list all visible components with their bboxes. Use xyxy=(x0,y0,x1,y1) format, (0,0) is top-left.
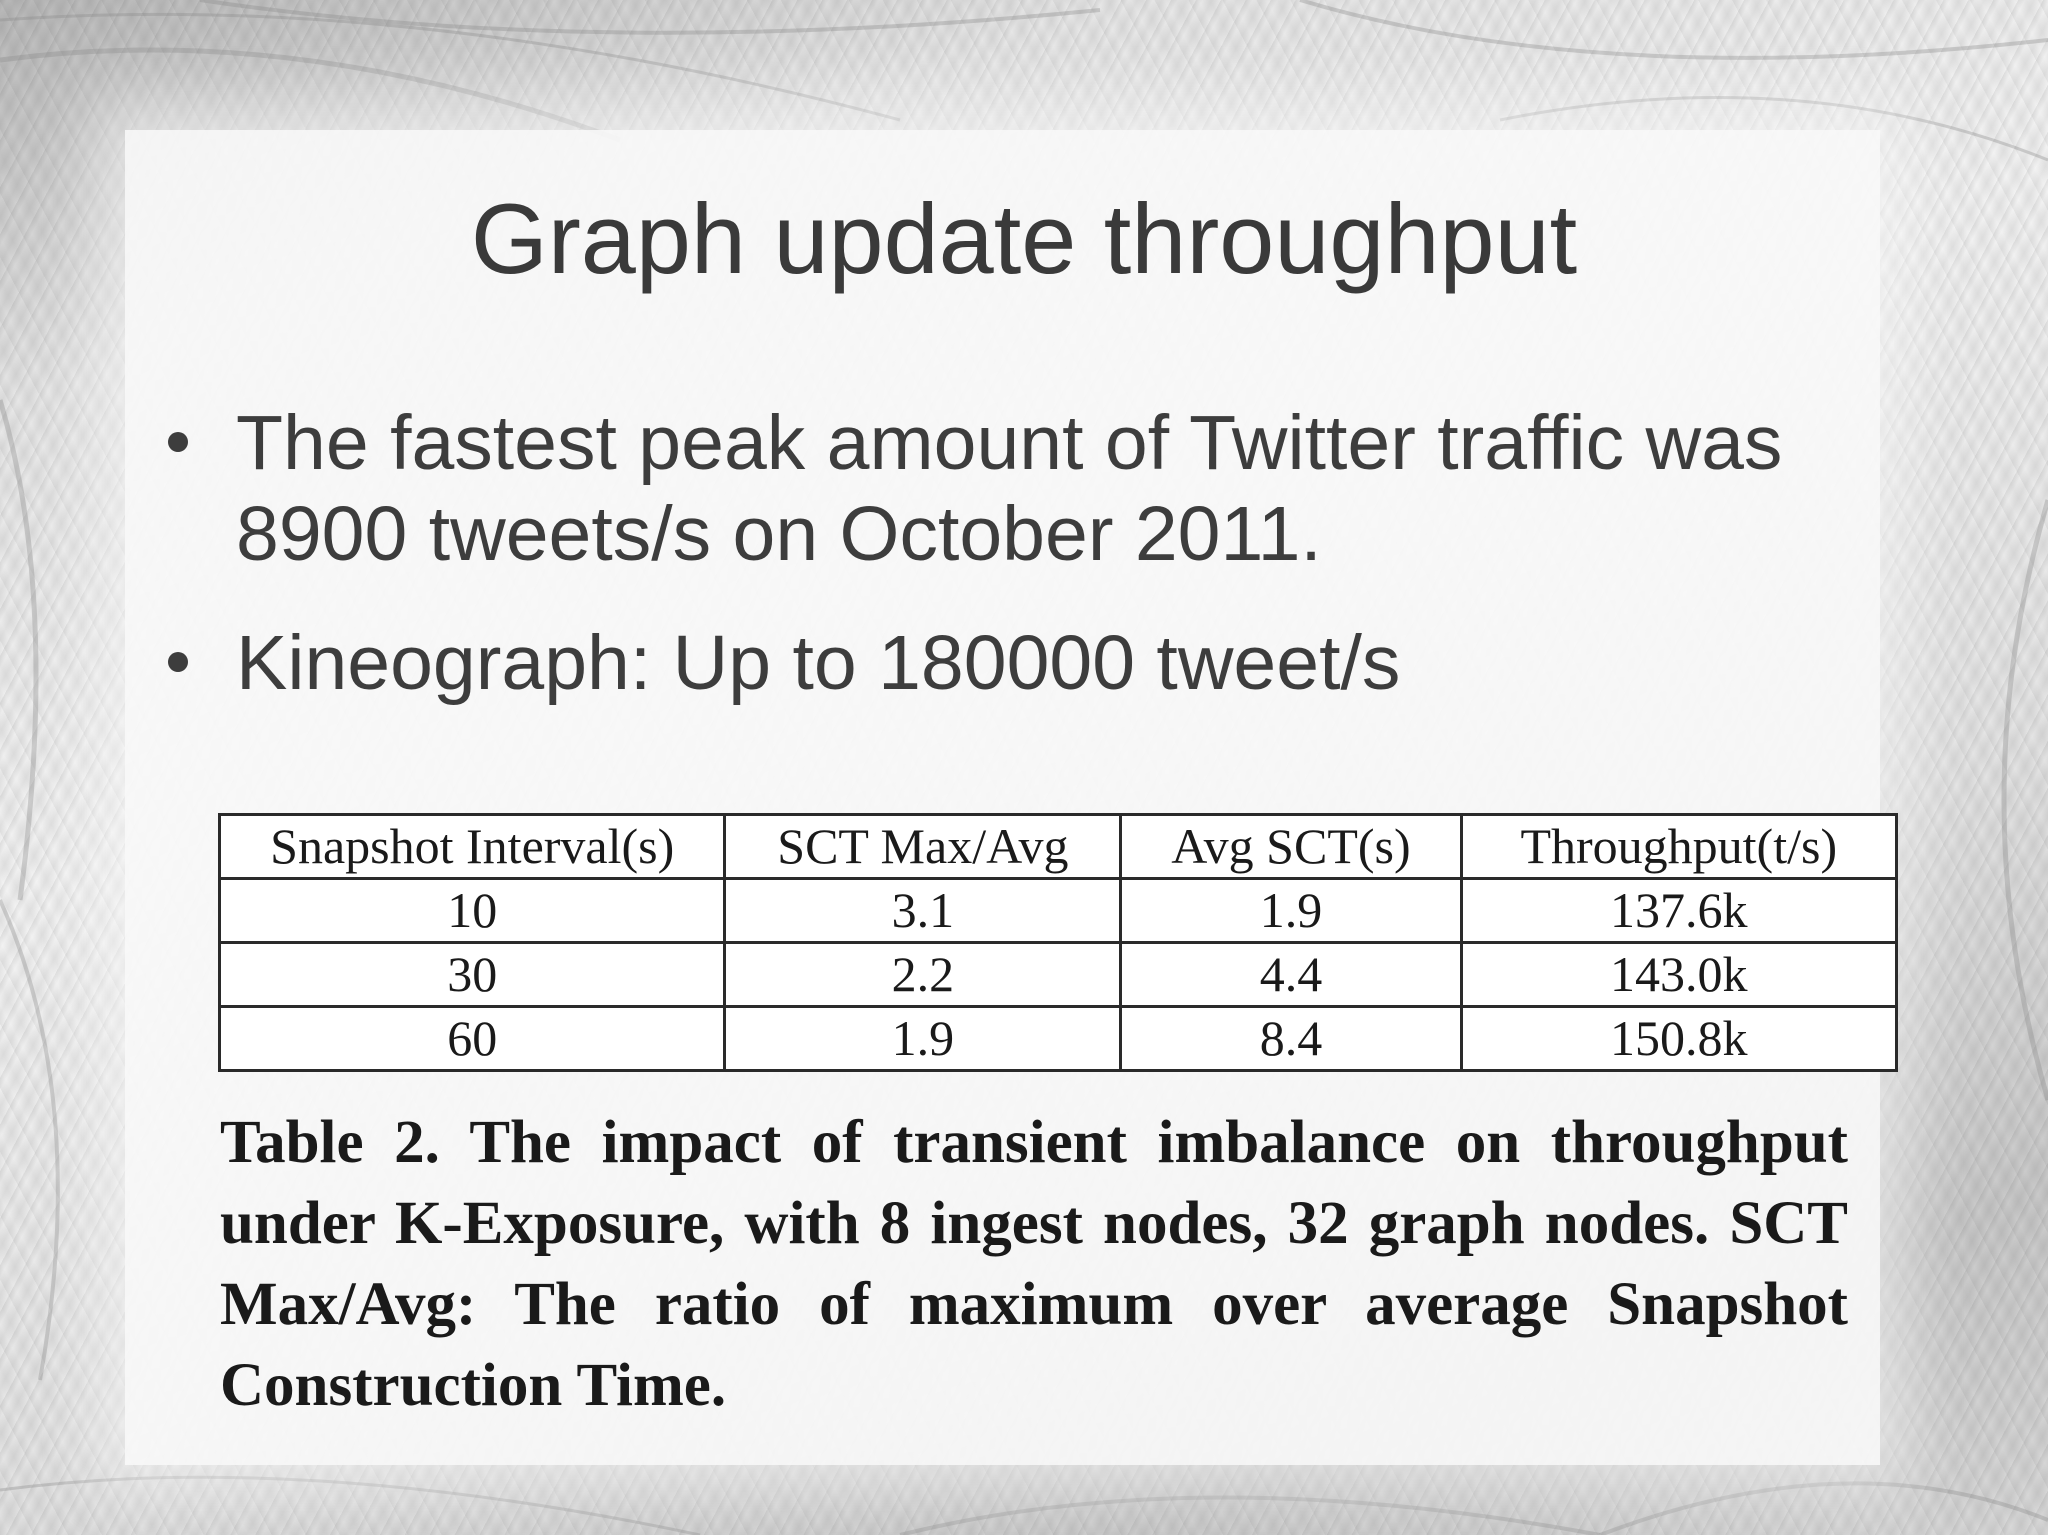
table-cell: 1.9 xyxy=(725,1007,1121,1071)
header-sct-max-avg: SCT Max/Avg xyxy=(725,815,1121,879)
throughput-table xyxy=(218,813,1898,1072)
header-throughput: Throughput(t/s) xyxy=(1461,815,1896,879)
table-cell: 30 xyxy=(220,943,725,1007)
table-cell: 143.0k xyxy=(1461,943,1896,1007)
bullet-item-twitter-peak xyxy=(160,398,1920,580)
header-snapshot-interval: Snapshot Interval(s) xyxy=(220,815,725,879)
bullet-text: The fastest peak amount of Twitter traffic was 8900 tweets/s on October 2011. xyxy=(236,400,1783,577)
bullet-icon xyxy=(168,432,188,452)
table-header-row xyxy=(220,815,1897,879)
bullet-item-kineograph xyxy=(160,618,1920,709)
slide-title: Graph update throughput xyxy=(470,183,1578,294)
table-cell: 4.4 xyxy=(1121,943,1461,1007)
bullet-text: Kineograph: Up to 180000 tweet/s xyxy=(236,619,1401,706)
table-figure xyxy=(218,813,1898,1426)
table-cell: 3.1 xyxy=(725,879,1121,943)
table-cell: 2.2 xyxy=(725,943,1121,1007)
table-cell: 137.6k xyxy=(1461,879,1896,943)
table-cell: 60 xyxy=(220,1007,725,1071)
header-avg-sct: Avg SCT(s) xyxy=(1121,815,1461,879)
table-cell: 8.4 xyxy=(1121,1007,1461,1071)
table-cell: 10 xyxy=(220,879,725,943)
table-row xyxy=(220,943,1897,1007)
bullet-icon xyxy=(168,652,188,672)
bullet-list xyxy=(160,398,1920,747)
table-cell: 150.8k xyxy=(1461,1007,1896,1071)
table-caption: Table 2. The impact of transient imbalance on throughput under K-Exposure, with 8 ingest nodes, 32 graph nodes. SCT Max/Avg: The ratio of maximum over average Snapshot Construction Time. xyxy=(220,1109,1848,1419)
table-row xyxy=(220,879,1897,943)
table-row xyxy=(220,1007,1897,1071)
table-cell: 1.9 xyxy=(1121,879,1461,943)
